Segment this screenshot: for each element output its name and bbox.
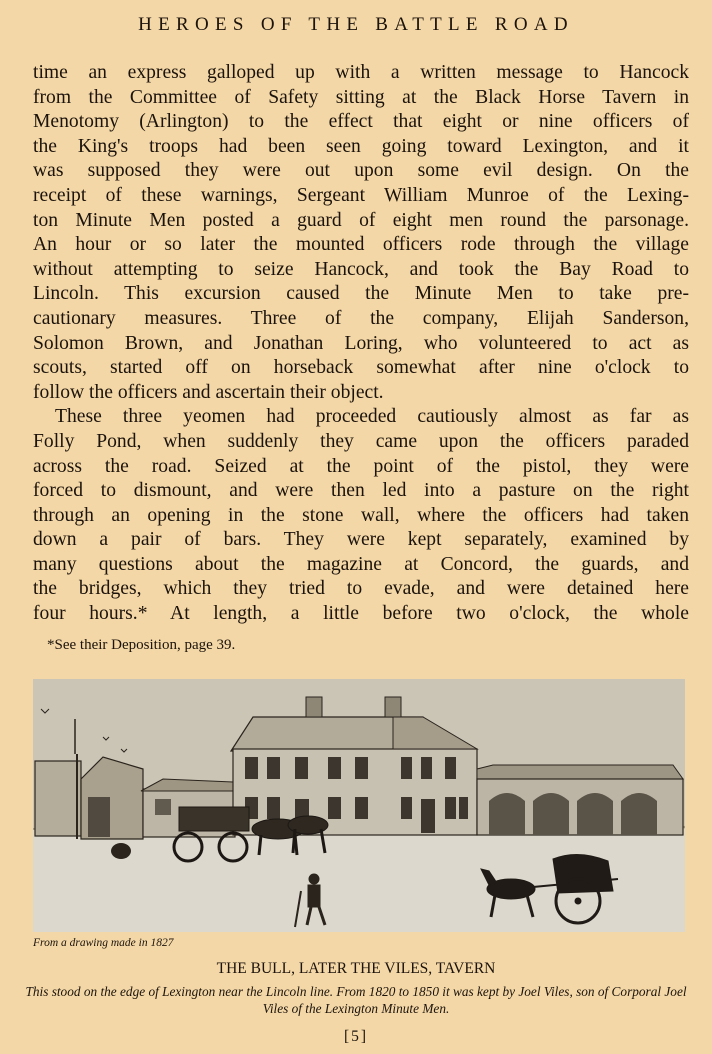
text-line: through an opening in the stone wall, where the officers had taken: [33, 504, 689, 526]
text-line: follow the officers and ascertain their object.: [33, 381, 384, 403]
text-line: receipt of these warnings, Sergeant William Munroe of the Lexing-: [33, 184, 689, 206]
text-line: across the road. Seized at the point of the pistol, they were: [33, 455, 689, 477]
figure-credit: From a drawing made in 1827: [33, 937, 174, 949]
text-line: cautionary measures. Three of the company, Elijah Sanderson,: [33, 307, 689, 329]
text-line: was supposed they were out upon some evil design. On the: [33, 160, 689, 182]
figure-description: This stood on the edge of Lexington near the Lincoln line. From 1820 to 1850 it was kept by Joel Viles, son of Corporal Joel Viles of the Lexington Minute Men.: [25, 984, 687, 1016]
text-line: the King's troops had been seen going toward Lexington, and it: [33, 135, 689, 157]
footnote: *See their Deposition, page 39.: [47, 637, 236, 653]
text-line: An hour or so later the mounted officers rode through the village: [33, 234, 689, 256]
text-line: Menotomy (Arlington) to the effect that eight or nine officers of: [33, 111, 689, 133]
text-line: forced to dismount, and were then led into a pasture on the right: [33, 480, 689, 502]
text-line: from the Committee of Safety sitting at the Black Horse Tavern in: [33, 86, 689, 108]
barn-arches: [477, 765, 683, 835]
text-line: without attempting to seize Hancock, and took the Bay Road to: [33, 258, 689, 280]
text-line: scouts, started off on horseback somewhat after nine o'clock to: [33, 357, 689, 379]
page-number: [5]: [343, 1028, 369, 1045]
text-line: Folly Pond, when suddenly they came upon the officers paraded: [33, 430, 689, 452]
body-text: [33, 61, 689, 627]
text-line: Solomon Brown, and Jonathan Loring, who volunteered to act as: [33, 332, 689, 354]
text-line: down a pair of bars. They were kept separately, examined by: [33, 529, 689, 551]
text-line: time an express galloped up with a written message to Hancock: [33, 62, 689, 83]
text-line: four hours.* At length, a little before two o'clock, the whole: [33, 603, 689, 625]
text-line: many questions about the magazine at Concord, the guards, and: [33, 553, 689, 575]
running-header: HEROES OF THE BATTLE ROAD: [138, 14, 574, 35]
text-line: the bridges, which they tried to evade, and were detained here: [33, 578, 689, 600]
dog: [111, 843, 131, 859]
paragraph-start-line: These three yeomen had proceeded cautiously almost as far as: [55, 406, 689, 428]
text-line: ton Minute Men posted a guard of eight men round the parsonage.: [33, 209, 689, 231]
tavern-illustration: [33, 679, 685, 932]
text-line: Lincoln. This excursion caused the Minute Men to take pre-: [33, 283, 689, 305]
figure-title: THE BULL, LATER THE VILES, TAVERN: [216, 960, 496, 977]
